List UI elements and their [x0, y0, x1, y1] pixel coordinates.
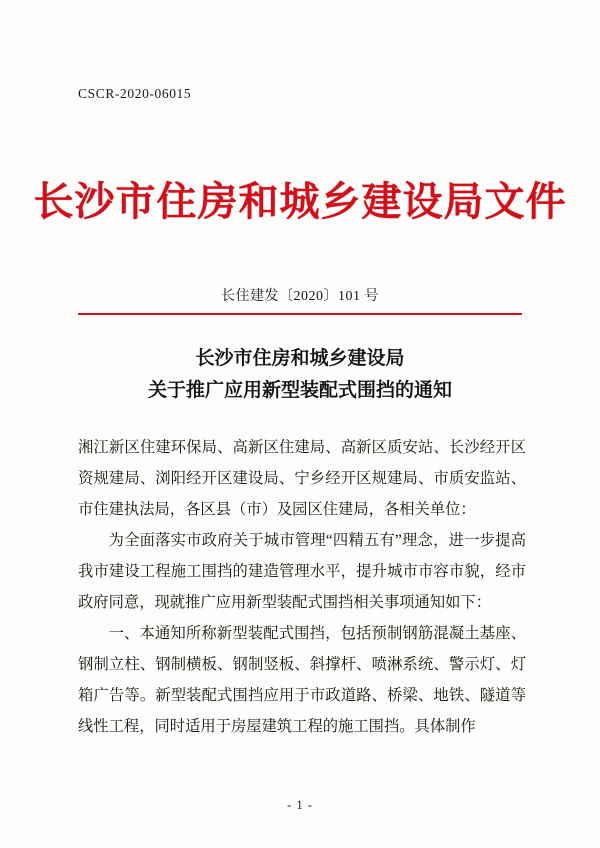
document-number: CSCR-2020-06015 — [78, 86, 192, 101]
notice-title-line-2: 关于推广应用新型装配式围挡的通知 — [147, 379, 452, 401]
page-number: - 1 - — [287, 798, 313, 812]
document-body — [78, 432, 526, 742]
body-paragraph-addressees: 湘江新区住建环保局、高新区住建局、高新区质安站、长沙经开区资规建局、浏阳经开区建设局、宁乡经开区规建局、市质安监站、市住建执法局，各区县（市）及园区住建局，各相关单位： — [78, 439, 526, 518]
notice-title — [78, 342, 522, 406]
body-paragraph-item-1: 一、本通知所称新型装配式围挡，包括预制钢筋混凝土基座、钢制立柱、钢制横板、钢制竖板、斜撑杆、喷淋系统、警示灯、灯箱广告等。新型装配式围挡应用于市政道路、桥梁、地铁、隧道等线性工程，同时适用于房屋建筑工程的施工围挡。具体制作 — [78, 625, 526, 735]
document-issue-number: 长住建发〔2020〕101 号 — [221, 289, 379, 304]
notice-title-line-1: 长沙市住房和城乡建设局 — [195, 347, 405, 369]
body-paragraph-purpose: 为全面落实市政府关于城市管理“四精五有”理念，进一步提高我市建设工程施工围挡的建造管理水平，提升城市市容市貌，经市政府同意，现就推广应用新型装配式围挡相关事项通知如下： — [78, 532, 526, 611]
masthead-title: 长沙市住房和城乡建设局文件 — [33, 178, 567, 225]
red-divider-rule — [78, 313, 522, 315]
